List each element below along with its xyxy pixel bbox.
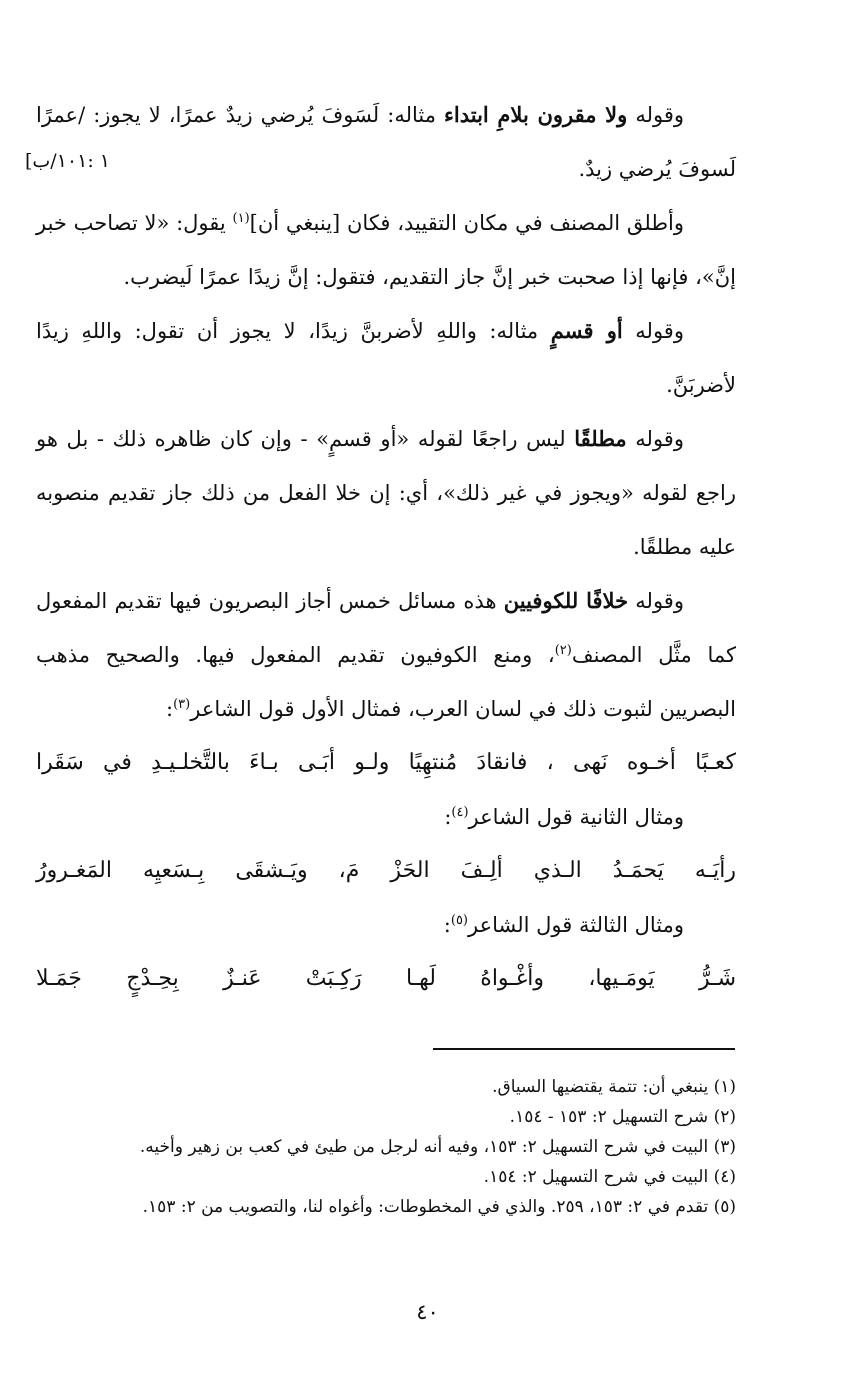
text-run: هذه مسائل خمس أجاز البصريون فيها تقديم المفعول كما مثَّل المصنف	[36, 589, 736, 667]
paragraph-4	[36, 412, 736, 574]
verse-3: شَـرُّ يَومَـيها، وأغْـواهُ لَهـا رَكِـبَتْ عَنـزٌ بِحِـدْجٍ جَمَـلا	[36, 966, 736, 991]
bold-term: ولا مقرون بلامِ ابتداء	[444, 102, 628, 127]
margin-reference: ١ :١٠١/ب]	[25, 150, 110, 172]
text-run: ومثال الثانية قول الشاعر	[468, 805, 684, 829]
text-run: وقوله	[626, 427, 684, 451]
footnote-3: (٣) البيت في شرح التسهيل ٢: ١٥٣، وفيه أنه لرجل من طيئ في كعب بن زهير وأخيه.	[139, 1137, 736, 1157]
paragraph-2	[36, 196, 736, 304]
bold-term: خلافًا للكوفيين	[503, 588, 629, 613]
text-run: مثاله: واللهِ لأضربنَّ زيدًا، لا يجوز أن تقول: واللهِ زيدًا لأضربَنَّ.	[36, 319, 736, 397]
text-run: مثاله: لَسَوفَ يُرضي زيدٌ عمرًا، لا يجوز: /عمرًا لَسوفَ يُرضي زيدٌ.	[36, 103, 736, 181]
text-run: :	[166, 697, 174, 721]
text-run: ، ومنع الكوفيون تقديم المفعول فيها. والصحيح مذهب البصريين لثبوت ذلك في لسان العرب، فمثال الأول قول الشاعر	[36, 643, 736, 721]
verse-2: رأيَـه يَحمَـدُ الـذي ألِـفَ الحَزْ مَ، ويَـشقَى بِـسَعيِه المَغـرورُ	[36, 858, 736, 883]
text-run: يقول: «لا تصاحب خبر إنَّ»، فإنها إذا صحبت خبر إنَّ جاز التقديم، فتقول: إنَّ زيدًا عمرًا لَيضرب.	[36, 211, 736, 289]
bold-term: أو قسمٍ	[550, 318, 623, 343]
verse-intro-3	[36, 898, 736, 952]
footnotes	[36, 1072, 736, 1222]
footnote-marker-5: (٥)	[450, 913, 468, 928]
paragraph-1	[36, 88, 736, 196]
text-run: وقوله	[628, 589, 684, 613]
text-run: وقوله	[627, 103, 685, 127]
footnote-2: (٢) شرح التسهيل ٢: ١٥٣ - ١٥٤.	[509, 1107, 736, 1127]
verse-1: كعـبًا أخـوه نَهى ، فانقادَ مُنتهِيًا ولـو أبَـى بـاءَ بالتَّخلـيـدِ في سَقَرا	[36, 750, 736, 775]
bold-term: مطلقًا	[574, 426, 627, 451]
footnote-marker-4: (٤)	[451, 805, 469, 820]
footnote-4: (٤) البيت في شرح التسهيل ٢: ١٥٤.	[483, 1167, 736, 1187]
footnote-marker-1: (١)	[232, 211, 250, 226]
text-run: :	[444, 805, 452, 829]
footnote-divider	[433, 1048, 735, 1050]
text-run: وأطلق المصنف في مكان التقييد، فكان [ينبغي أن]	[249, 211, 685, 235]
footnote-marker-2: (٢)	[554, 643, 572, 658]
footnote-5: (٥) تقدم في ٢: ١٥٣، ٢٥٩. والذي في المخطوطات: وأغواه لنا، والتصويب من ٢: ١٥٣.	[142, 1197, 736, 1217]
footnote-marker-3: (٣)	[173, 697, 191, 712]
main-text	[36, 88, 736, 1006]
text-run: وقوله	[622, 319, 684, 343]
text-run: ليس راجعًا لقوله «أو قسمٍ» - وإن كان ظاهره ذلك - بل هو راجع لقوله «ويجوز في غير ذلك»، أي: إن خلا الفعل من ذلك جاز تقديم منصوبه عليه مطلقًا.	[36, 427, 736, 559]
page-number: ٤٠	[416, 1300, 439, 1324]
text-run: :	[443, 913, 451, 937]
verse-intro-2	[36, 790, 736, 844]
paragraph-3	[36, 304, 736, 412]
footnote-1: (١) ينبغي أن: تتمة يقتضيها السياق.	[492, 1077, 736, 1097]
text-run: ومثال الثالثة قول الشاعر	[468, 913, 684, 937]
paragraph-5	[36, 574, 736, 736]
